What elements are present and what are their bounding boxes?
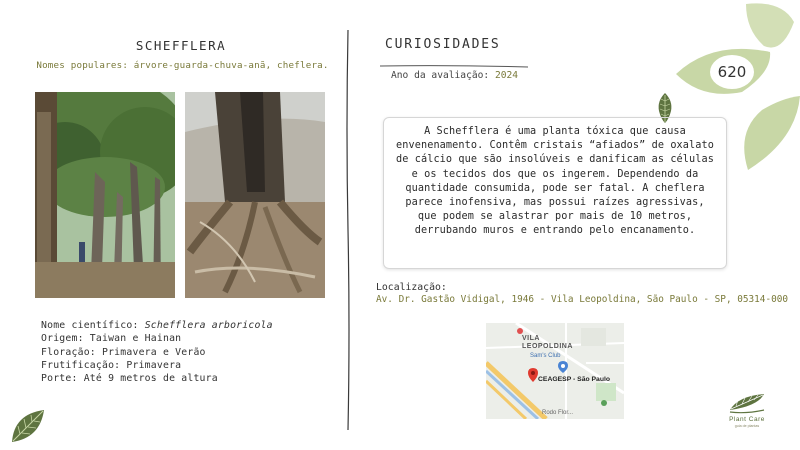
scientific-name-label: Nome científico: [41,320,139,331]
year-label: Ano da avaliação: [391,70,490,81]
plant-facts [41,319,273,385]
flowering-row: Floração: Primavera e Verão [41,346,206,358]
origin-row: Origem: Taiwan e Hainan [41,333,182,345]
curiosities-title: CURIOSIDADES [385,37,501,52]
curiosities-text: A Schefflera é uma planta tóxica que causa envenenamento. Contêm cristais “afiados” de oxalato de cálcio que são insolúveis e danificam as células e os tecidos dos que os ingerem. Dependendo da quantidade consumida, pode ser fatal. A cheflera parece inofensiva, mas possui raízes agressivas, que podem se alastrar por mais de 10 metros, derrubando muros e entrando pelo encanamento. [396,126,714,237]
curiosities-text-box [383,117,727,269]
brand-name: Plant Care [729,416,765,423]
map-store-label: Sam's Club [530,353,561,359]
fruiting-row: Frutificação: Primavera [41,359,182,371]
plant-number-badge: 620 [710,55,754,89]
plant-title: SCHEFFLERA [135,38,227,53]
map-place-label: CEAGESP - São Paulo [538,376,611,383]
evaluation-year [391,70,518,81]
leaf-icon [10,408,46,448]
popular-names: Nomes populares: árvore-guarda-chuva-anã, cheflera. [36,60,329,71]
location-address[interactable]: Av. Dr. Gastão Vidigal, 1946 - Vila Leopoldina, São Paulo - SP, 05314-000 [376,294,789,305]
brand-tagline: guia de plantas [734,424,760,428]
scientific-name-row [41,319,273,332]
column-divider [345,30,351,430]
title-underline [380,53,528,57]
size-row: Porte: Até 9 metros de altura [41,373,218,385]
tree-canopy-photo [35,92,175,298]
tree-roots-photo [185,92,325,298]
map-road-label: Rodo Flor... [542,410,574,416]
location-map[interactable] [486,323,624,419]
location-label: Localização: [376,282,447,293]
plant-care-logo [728,392,766,418]
scientific-name-value: Schefflera arboricola [144,320,273,331]
year-value: 2024 [494,70,519,81]
map-district-label: VILA LEOPOLDINA [522,335,573,350]
map-pin-icon[interactable] [528,367,538,386]
map-pin-icon[interactable] [558,358,568,377]
